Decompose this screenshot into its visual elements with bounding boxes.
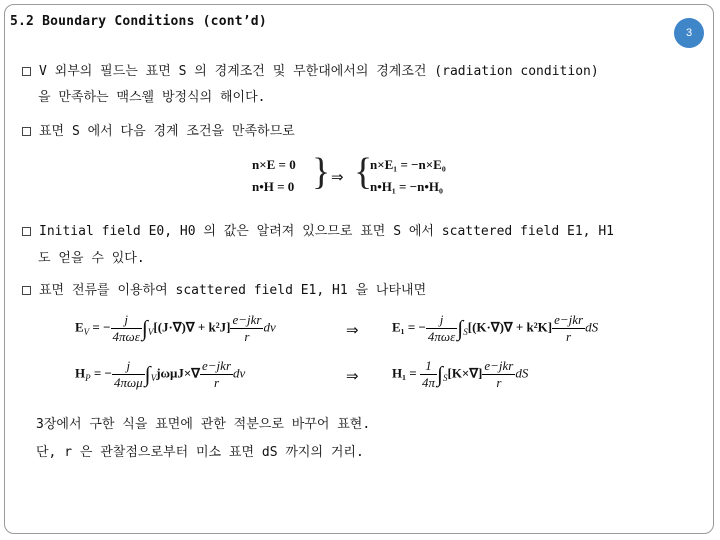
bullet-3-continued: 도 얻을 수 있다. (38, 251, 145, 266)
bullet-1 (22, 60, 599, 79)
page-number-badge: 3 (674, 18, 704, 48)
eq-n-dot-h: n•H = 0 (252, 179, 295, 194)
square-bullet-icon (22, 227, 31, 236)
implies-arrow-h: ⇒ (346, 367, 359, 385)
coef-frac: $\frac{j}{\text{4πωε}}$ (112, 312, 140, 344)
bullet-1-text: V 외부의 필드는 표면 S 의 경계조건 및 무한대에서의 경계조건 (radiation condition) (39, 64, 599, 79)
bullet-3 (22, 220, 614, 239)
eq-n-cross-e1: n×E₁ = −n×E₀ (370, 157, 446, 172)
implies-arrow-e: ⇒ (346, 321, 359, 339)
eq-ev: $E_V$ = − $\frac{j}{\text{4πωε}}$ $\int_V[(J\cdot\nabla)\nabla + k^2J]$ $\frac{\text{e−jkr}}{r}$ dv (75, 312, 276, 344)
bullet-4 (22, 279, 426, 298)
eq-n-cross-e: n×E = 0 (252, 157, 296, 172)
square-bullet-icon (22, 67, 31, 76)
note-2: 단, r 은 관찰점으로부터 미소 표면 dS 까지의 거리. (36, 445, 364, 460)
right-brace: } (312, 151, 331, 193)
left-brace: { (354, 151, 373, 193)
eq-hp: $H_P$ = − $\frac{j}{\text{4πωμ}}$ $\int_Vj\omega\mu J\times\nabla$ $\frac{\text{e−jkr}}{r}$ dv (75, 358, 246, 390)
note-1: 3장에서 구한 식을 표면에 관한 적분으로 바꾸어 표현. (36, 417, 371, 432)
bullet-1-continued: 을 만족하는 맥스웰 방정식의 해이다. (38, 90, 266, 105)
bullet-2 (22, 120, 295, 139)
square-bullet-icon (22, 127, 31, 136)
bullet-3-text: Initial field E0, H0 의 값은 알려져 있으므로 표면 S 에서 scattered field E1, H1 (39, 224, 614, 239)
bullet-2-text: 표면 S 에서 다음 경계 조건을 만족하므로 (39, 124, 295, 139)
eq-e1: E₁ = − $\frac{j}{\text{4πωε}}$ $\int_S[(K\cdot\nabla)\nabla + k^2K]$ $\frac{\text{e−jkr}}{r}$ dS (392, 312, 599, 344)
bullet-4-text: 표면 전류를 이용하여 scattered field E1, H1 을 나타내면 (39, 283, 427, 298)
eq-n-dot-h1: n•H₁ = −n•H₀ (370, 179, 443, 194)
square-bullet-icon (22, 286, 31, 295)
slide-title: 5.2 Boundary Conditions (cont’d) (10, 14, 267, 29)
implies-arrow: ⇒ (331, 168, 344, 186)
eq-h1: H₁ = $\frac{1}{4\pi}$ $\int_S[K\times\nabla]$ $\frac{\text{e−jkr}}{r}$ dS (392, 358, 529, 390)
